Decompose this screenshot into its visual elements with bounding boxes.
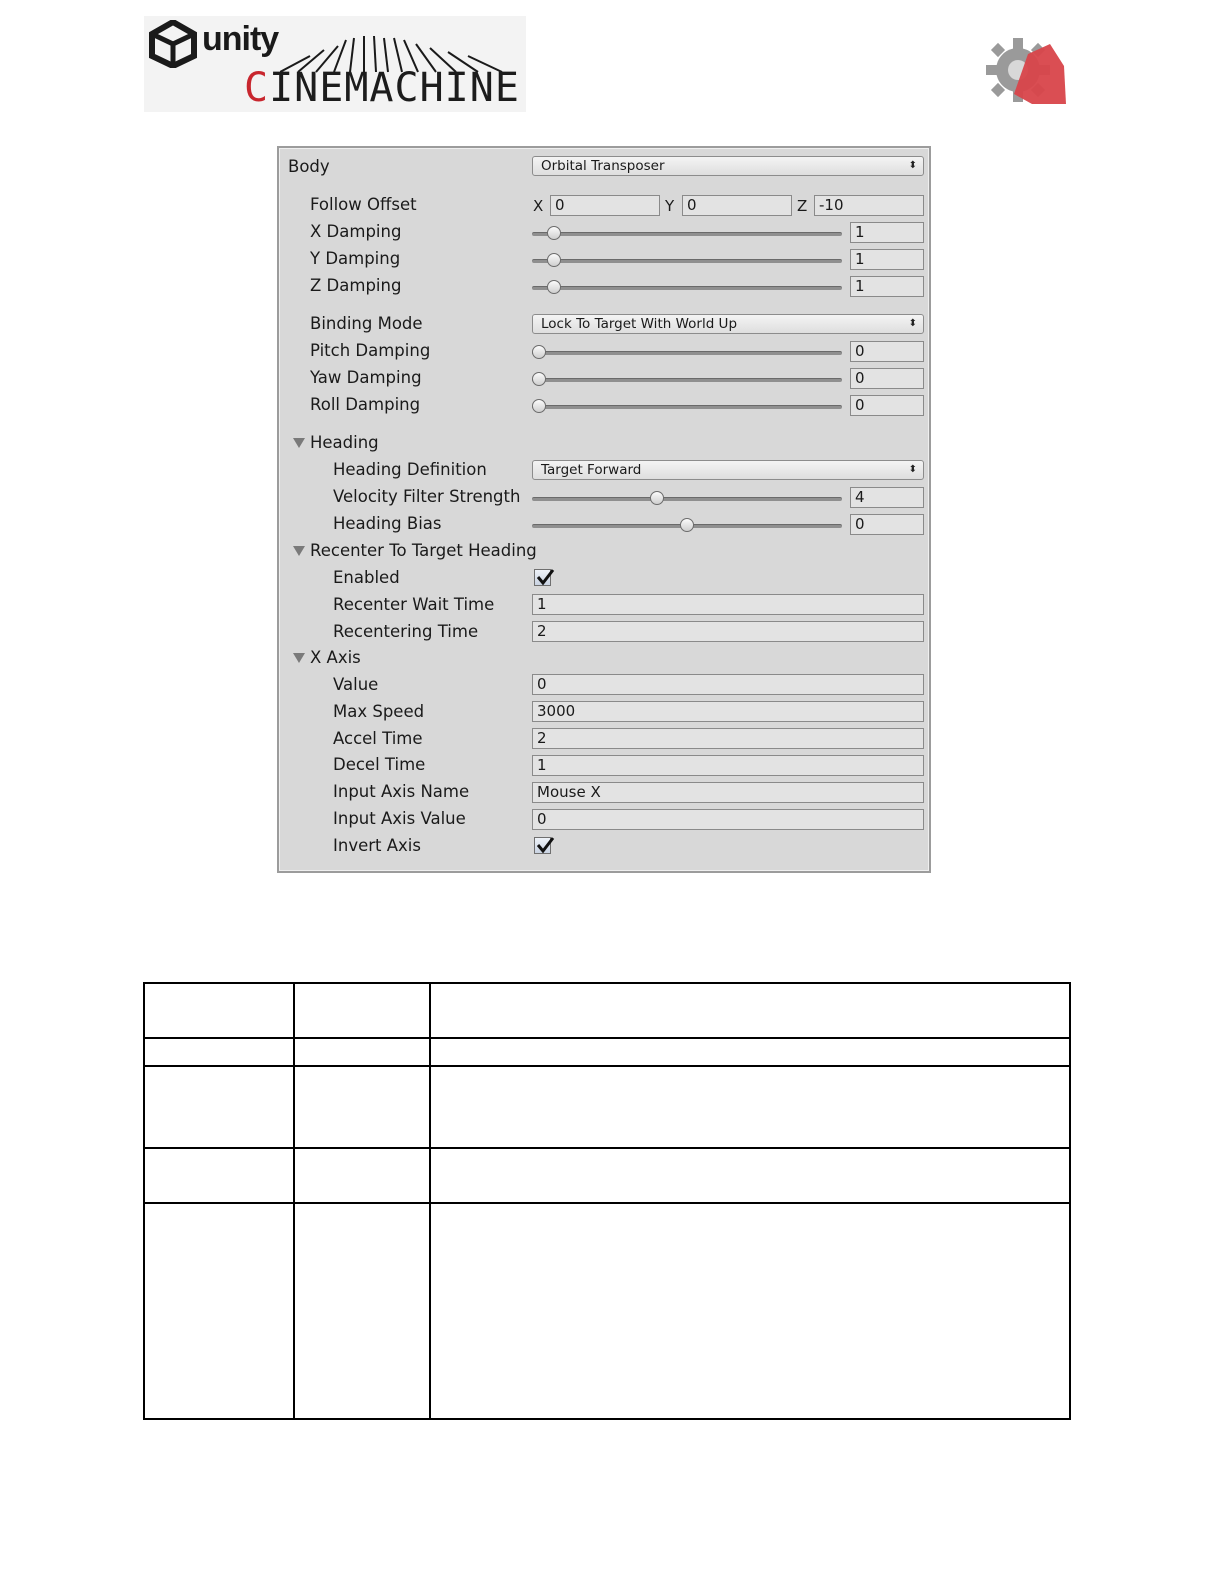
binding-mode-dropdown[interactable]: Lock To Target With World Up ⬍	[532, 314, 924, 334]
offset-y-label: Y	[665, 197, 675, 215]
unity-wordmark: unity	[202, 20, 279, 58]
x-damping-slider-knob[interactable]	[547, 226, 561, 240]
follow-offset-label: Follow Offset	[310, 195, 417, 214]
offset-z-label: Z	[797, 197, 808, 215]
heading-bias-label: Heading Bias	[333, 514, 442, 533]
unity-cube-icon	[148, 20, 198, 68]
max-speed-label: Max Speed	[333, 702, 425, 721]
heading-foldout-label[interactable]: Heading	[310, 433, 379, 452]
x-axis-foldout-arrow-icon[interactable]	[293, 653, 305, 663]
enabled-checkbox[interactable]	[534, 569, 551, 586]
table-cell	[144, 1148, 294, 1203]
input-axis-name-label: Input Axis Name	[333, 782, 470, 801]
heading-definition-label: Heading Definition	[333, 460, 487, 479]
invert-axis-checkbox[interactable]	[534, 837, 551, 854]
y-damping-label: Y Damping	[310, 249, 401, 268]
offset-z-field[interactable]: -10	[814, 195, 924, 216]
roll-damping-label: Roll Damping	[310, 395, 421, 414]
roll-damping-slider-knob[interactable]	[532, 399, 546, 413]
body-dropdown[interactable]: Orbital Transposer ⬍	[532, 156, 924, 176]
roll-damping-slider[interactable]	[532, 405, 842, 409]
velocity-filter-strength-label: Velocity Filter Strength	[333, 487, 521, 506]
heading-bias-field[interactable]: 0	[850, 514, 924, 535]
unity-cinemachine-logo	[144, 16, 526, 112]
recenter-wait-time-label: Recenter Wait Time	[333, 595, 495, 614]
properties-table	[143, 982, 1071, 1420]
table-cell	[294, 1203, 430, 1419]
z-damping-field[interactable]: 1	[850, 276, 924, 297]
z-damping-label: Z Damping	[310, 276, 402, 295]
dropdown-arrows-icon: ⬍	[908, 464, 917, 475]
offset-x-label: X	[533, 197, 544, 215]
decel-time-field[interactable]: 1	[532, 755, 924, 776]
velocity-filter-strength-field[interactable]: 4	[850, 487, 924, 508]
table-cell	[294, 1066, 430, 1148]
table-row	[144, 1203, 1070, 1419]
table-cell	[294, 1148, 430, 1203]
cinemachine-wordmark: CINEMACHINE	[244, 65, 520, 111]
input-axis-name-field[interactable]: Mouse X	[532, 782, 924, 803]
recenter-foldout-arrow-icon[interactable]	[293, 546, 305, 556]
table-cell	[144, 983, 294, 1038]
velocity-filter-strength-knob[interactable]	[650, 491, 664, 505]
table-cell	[430, 1203, 1070, 1419]
pitch-damping-slider[interactable]	[532, 351, 842, 355]
decel-time-label: Decel Time	[333, 755, 426, 774]
heading-definition-dropdown[interactable]: Target Forward ⬍	[532, 460, 924, 480]
yaw-damping-field[interactable]: 0	[850, 368, 924, 389]
max-speed-field[interactable]: 3000	[532, 701, 924, 722]
table-row	[144, 1066, 1070, 1148]
table-row	[144, 983, 1070, 1038]
input-axis-value-field[interactable]: 0	[532, 809, 924, 830]
table-row	[144, 1038, 1070, 1066]
yaw-damping-label: Yaw Damping	[310, 368, 422, 387]
z-damping-slider-knob[interactable]	[547, 280, 561, 294]
offset-x-field[interactable]: 0	[550, 195, 660, 216]
yaw-damping-slider-knob[interactable]	[532, 372, 546, 386]
table-row	[144, 1148, 1070, 1203]
x-damping-label: X Damping	[310, 222, 402, 241]
pitch-damping-field[interactable]: 0	[850, 341, 924, 362]
table-cell	[430, 1148, 1070, 1203]
x-damping-field[interactable]: 1	[850, 222, 924, 243]
table-cell	[144, 1038, 294, 1066]
pitch-damping-label: Pitch Damping	[310, 341, 431, 360]
y-damping-slider[interactable]	[532, 259, 842, 263]
offset-y-field[interactable]: 0	[682, 195, 792, 216]
x-damping-slider[interactable]	[532, 232, 842, 236]
table-cell	[294, 1038, 430, 1066]
x-axis-foldout-label[interactable]: X Axis	[310, 648, 361, 667]
checkmark-icon	[535, 567, 555, 587]
table-cell	[430, 983, 1070, 1038]
yaw-damping-slider[interactable]	[532, 378, 842, 382]
table-cell	[294, 983, 430, 1038]
accel-time-field[interactable]: 2	[532, 728, 924, 749]
dropdown-arrows-icon: ⬍	[908, 318, 917, 329]
body-label: Body	[288, 157, 330, 176]
y-damping-slider-knob[interactable]	[547, 253, 561, 267]
body-inspector-panel	[277, 146, 931, 873]
gear-camera-icon	[984, 36, 1066, 106]
binding-mode-label: Binding Mode	[310, 314, 423, 333]
roll-damping-field[interactable]: 0	[850, 395, 924, 416]
z-damping-slider[interactable]	[532, 286, 842, 290]
value-field[interactable]: 0	[532, 674, 924, 695]
table-cell	[430, 1038, 1070, 1066]
value-label: Value	[333, 675, 379, 694]
accel-time-label: Accel Time	[333, 729, 423, 748]
dropdown-arrows-icon: ⬍	[908, 160, 917, 171]
invert-axis-label: Invert Axis	[333, 836, 421, 855]
table-cell	[430, 1066, 1070, 1148]
recentering-time-field[interactable]: 2	[532, 621, 924, 642]
table-cell	[144, 1066, 294, 1148]
input-axis-value-label: Input Axis Value	[333, 809, 466, 828]
recenter-foldout-label[interactable]: Recenter To Target Heading	[310, 541, 537, 560]
velocity-filter-strength-slider[interactable]	[532, 497, 842, 501]
enabled-label: Enabled	[333, 568, 400, 587]
table-cell	[144, 1203, 294, 1419]
heading-foldout-arrow-icon[interactable]	[293, 438, 305, 448]
y-damping-field[interactable]: 1	[850, 249, 924, 270]
pitch-damping-slider-knob[interactable]	[532, 345, 546, 359]
recenter-wait-time-field[interactable]: 1	[532, 594, 924, 615]
recentering-time-label: Recentering Time	[333, 622, 479, 641]
heading-bias-knob[interactable]	[680, 518, 694, 532]
checkmark-icon	[535, 835, 555, 855]
